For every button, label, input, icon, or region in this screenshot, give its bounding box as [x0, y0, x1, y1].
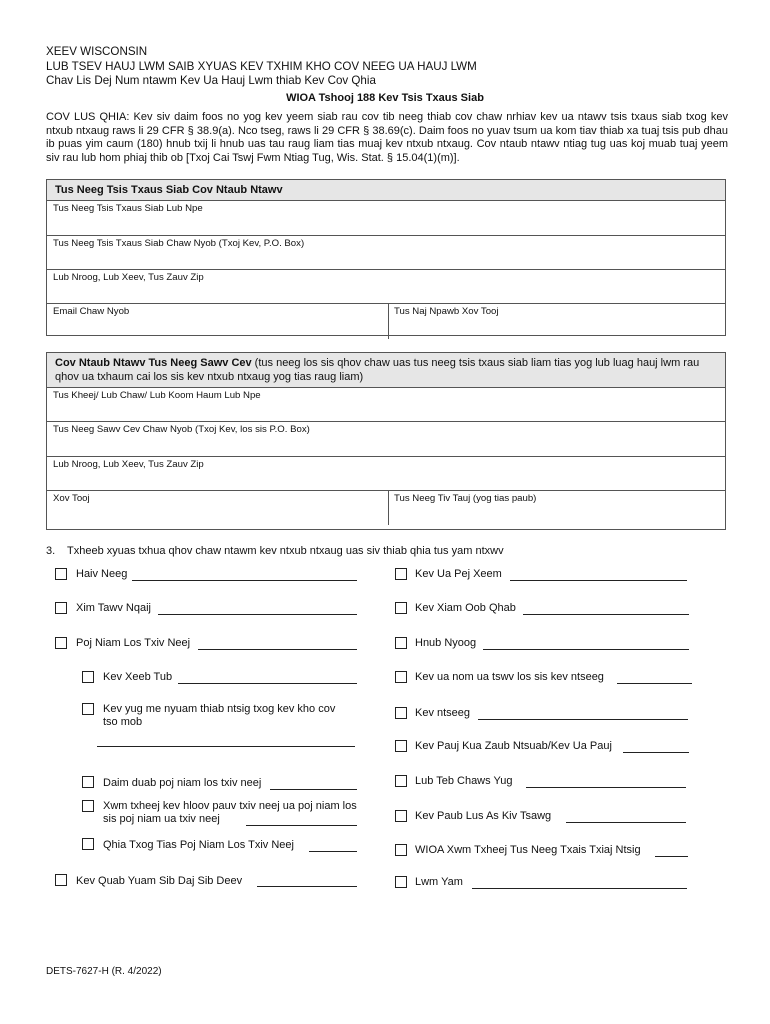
disability-label: Kev Xiam Oob Qhab	[415, 602, 516, 614]
childbirth-label: Kev yug me nyuam thiab ntsig txog kev kho cov tso mob	[103, 703, 336, 728]
political-affiliation-label: Kev ua nom ua tswv los sis kev ntseeg	[415, 671, 604, 683]
complainant-city-field[interactable]	[47, 269, 725, 303]
stereotype-checkbox[interactable]	[82, 776, 94, 788]
field-label: Tus Neeg Tsis Txaus Siab Chaw Nyob (Txoj Kev, P.O. Box)	[53, 238, 305, 249]
form-number: DETS-7627-H (R. 4/2022)	[46, 966, 162, 977]
age-label: Hnub Nyoog	[415, 637, 477, 649]
instructions-text: COV LUS QHIA: Kev siv daim foos no yog kev yeem siab rau cov tib neeg thiab cov chaw nrhiav kev ua ntawv tsis txaus siab txog kev ntxub ntxaug raws li 29 CFR § 38.9(a). Nco tseg, raws li 29 CFR § 38.69(c). Daim foos no yuav tsum ua kom tiav thiab xa tuaj tsis pub dhau ib puas yim caum (180) hnub txij li hnub uas tau raug liam tias muaj kev ntxub ntxaug. Cov ntaub ntawv ntiag tug uas koj muab tuaj yeem siv rau lub hom phiaj thib ob [Txoj Cai Tswj Fwm Ntiag Tug, Wis. Stat. § 15.04(1)(m)].	[46, 111, 728, 164]
respondent-phone-label: Xov Tooj	[53, 493, 90, 504]
pregnancy-line[interactable]	[178, 683, 357, 684]
wioa-participant-line[interactable]	[655, 856, 688, 857]
color-checkbox[interactable]	[55, 602, 67, 614]
question-number: 3.	[46, 545, 56, 557]
citizenship-label: Kev Ua Pej Xeem	[415, 568, 502, 580]
citizenship-checkbox[interactable]	[395, 568, 407, 580]
wioa-participant-checkbox[interactable]	[395, 844, 407, 856]
pregnancy-checkbox[interactable]	[82, 671, 94, 683]
color-label: Xim Tawv Nqaij	[76, 602, 151, 614]
national-origin-label: Lub Teb Chaws Yug	[415, 775, 513, 787]
header-line-2: LUB TSEV HAUJ LWM SAIB XYUAS KEV TXHIM KHO COV NEEG UA HAUJ LWM	[46, 60, 477, 73]
respondent-address-field[interactable]	[47, 421, 725, 456]
sex-checkbox[interactable]	[55, 637, 67, 649]
transgender-label: Xwm txheej kev hloov pauv txiv neej ua poj niam los sis poj niam ua txiv neej	[103, 800, 357, 825]
header-line-3: Chav Lis Dej Num ntawm Kev Ua Hauj Lwm thiab Kev Cov Qhia	[46, 74, 376, 87]
complainant-name-field[interactable]	[47, 201, 725, 235]
section-title: Cov Ntaub Ntawv Tus Neeg Sawv Cev	[55, 357, 252, 369]
coercion-checkbox[interactable]	[55, 874, 67, 886]
section-title: Tus Neeg Tsis Txaus Siab Cov Ntaub Ntawv	[55, 184, 283, 196]
race-line[interactable]	[132, 580, 357, 581]
national-origin-line[interactable]	[526, 787, 686, 788]
age-line[interactable]	[483, 649, 689, 650]
wioa-participant-label: WIOA Xwm Txheej Tus Neeg Txais Txiaj Ntsig	[415, 844, 641, 856]
complainant-info-section	[46, 179, 726, 336]
belief-line[interactable]	[478, 719, 688, 720]
respondent-contact-label: Tus Neeg Tiv Tauj (yog tias paub)	[394, 493, 537, 504]
childbirth-line[interactable]	[97, 746, 355, 747]
other-line[interactable]	[472, 888, 687, 889]
form-title: WIOA Tshooj 188 Kev Tsis Txaus Siab	[286, 92, 484, 104]
transgender-checkbox[interactable]	[82, 800, 94, 812]
citizenship-line[interactable]	[510, 580, 687, 581]
disability-line[interactable]	[523, 614, 689, 615]
other-checkbox[interactable]	[395, 876, 407, 888]
complainant-address-field[interactable]	[47, 235, 725, 269]
field-label: Lub Nroog, Lub Xeev, Tus Zauv Zip	[53, 459, 204, 470]
respondent-info-section	[46, 352, 726, 530]
retaliation-line[interactable]	[623, 752, 689, 753]
respondent-city-field[interactable]	[47, 456, 725, 490]
retaliation-label: Kev Pauj Kua Zaub Ntsuab/Kev Ua Pauj	[415, 740, 612, 752]
header-line-1: XEEV WISCONSIN	[46, 45, 148, 58]
gender-identity-line[interactable]	[309, 851, 357, 852]
disability-checkbox[interactable]	[395, 602, 407, 614]
field-label: Lub Nroog, Lub Xeev, Tus Zauv Zip	[53, 272, 204, 283]
limited-english-checkbox[interactable]	[395, 810, 407, 822]
complainant-phone-label: Tus Naj Npawb Xov Tooj	[394, 306, 499, 317]
stereotype-line[interactable]	[270, 789, 357, 790]
transgender-line[interactable]	[246, 825, 357, 826]
question-text: Txheeb xyuas txhua qhov chaw ntawm kev ntxub ntxaug uas siv thiab qhia tus yam ntxwv	[67, 545, 504, 557]
complainant-email-label: Email Chaw Nyob	[53, 306, 130, 317]
pregnancy-label: Kev Xeeb Tub	[103, 671, 173, 683]
color-line[interactable]	[158, 614, 357, 615]
limited-english-line[interactable]	[566, 822, 686, 823]
coercion-line[interactable]	[257, 886, 357, 887]
field-label: Tus Kheej/ Lub Chaw/ Lub Koom Haum Lub Npe	[53, 390, 261, 401]
political-affiliation-line[interactable]	[617, 683, 692, 684]
belief-label: Kev ntseeg	[415, 707, 471, 719]
respondent-name-field[interactable]	[47, 388, 725, 421]
field-label: Tus Neeg Tsis Txaus Siab Lub Npe	[53, 203, 203, 214]
gender-identity-label: Qhia Txog Tias Poj Niam Los Txiv Neej	[103, 839, 294, 851]
gender-identity-checkbox[interactable]	[82, 838, 94, 850]
belief-checkbox[interactable]	[395, 707, 407, 719]
national-origin-checkbox[interactable]	[395, 775, 407, 787]
section-subtitle: (tus neeg los sis qhov chaw uas tus neeg tsis txaus siab liam tias yog lub luag hauj lwm rau qhov ua txhaum cai los sis kev ntxub ntxaug yog tias raug liam)	[55, 357, 700, 383]
political-affiliation-checkbox[interactable]	[395, 671, 407, 683]
limited-english-label: Kev Paub Lus As Kiv Tsawg	[415, 810, 552, 822]
sex-line[interactable]	[198, 649, 357, 650]
race-checkbox[interactable]	[55, 568, 67, 580]
age-checkbox[interactable]	[395, 637, 407, 649]
retaliation-checkbox[interactable]	[395, 740, 407, 752]
race-label: Haiv Neeg	[76, 568, 128, 580]
childbirth-checkbox[interactable]	[82, 703, 94, 715]
other-label: Lwm Yam	[415, 876, 463, 888]
coercion-label: Kev Quab Yuam Sib Daj Sib Deev	[76, 875, 243, 887]
stereotype-label: Daim duab poj niam los txiv neej	[103, 777, 262, 789]
field-label: Tus Neeg Sawv Cev Chaw Nyob (Txoj Kev, los sis P.O. Box)	[53, 424, 310, 435]
sex-label: Poj Niam Los Txiv Neej	[76, 637, 191, 649]
